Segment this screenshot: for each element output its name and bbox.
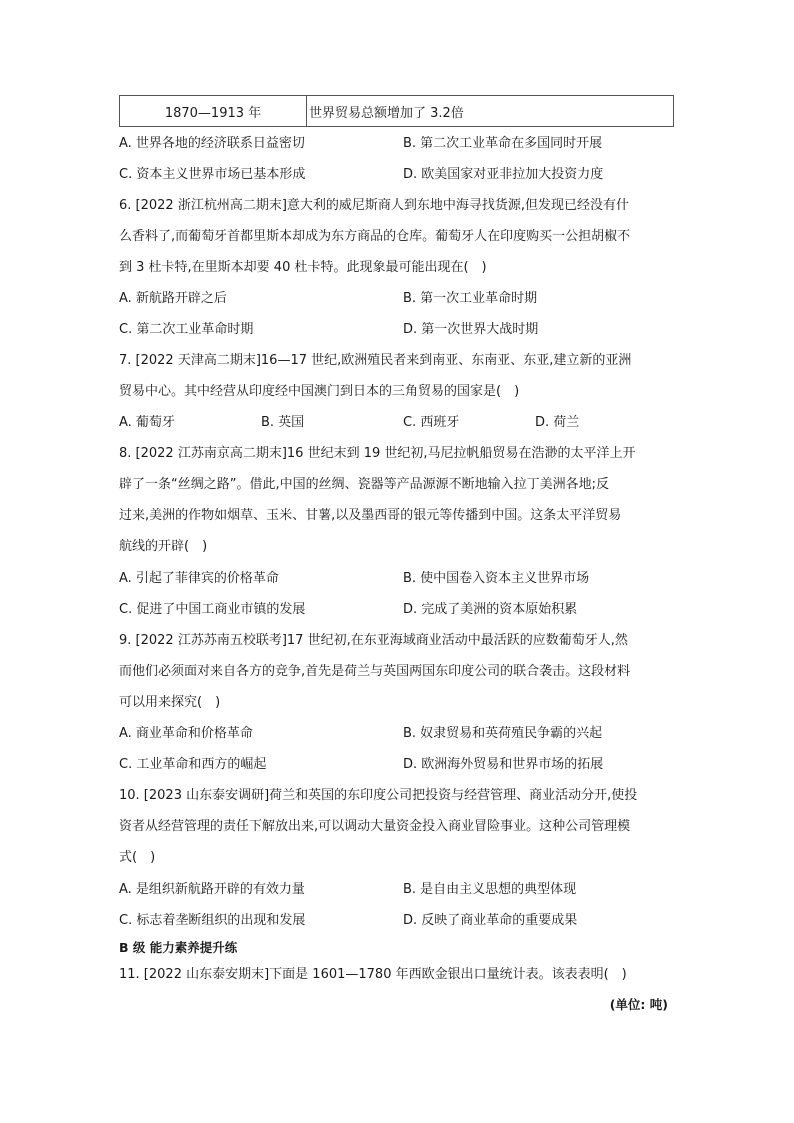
q6-stem-line-2: 么香料了,而葡萄牙首都里斯本却成为东方商品的仓库。葡萄牙人在印度购买一公担胡椒不 [119, 229, 631, 244]
q8-stem-line-2: 辟了一条“丝绸之路”。借此,中国的丝绸、瓷器等产品源源不断地输入拉丁美洲各地;反 [119, 477, 609, 492]
q7-option-d: D. 荷兰 [535, 415, 580, 430]
q5-option-b: B. 第二次工业革命在多国同时开展 [403, 136, 603, 151]
q5-option-a: A. 世界各地的经济联系日益密切 [119, 136, 305, 151]
q6-option-c: C. 第二次工业革命时期 [119, 322, 254, 337]
q7-option-b: B. 英国 [261, 415, 305, 430]
q9-stem-line-2: 而他们必须面对来自各方的竞争,首先是荷兰与英国两国东印度公司的联合袭击。这段材料 [119, 664, 631, 679]
q6-option-a: A. 新航路开辟之后 [119, 291, 227, 306]
q6-option-d: D. 第一次世界大战时期 [403, 322, 539, 337]
q7-option-c: C. 西班牙 [403, 415, 460, 430]
q9-option-a: A. 商业革命和价格革命 [119, 726, 253, 741]
q10-option-c: C. 标志着垄断组织的出现和发展 [119, 913, 306, 928]
q9-option-c: C. 工业革命和西方的崛起 [119, 757, 267, 772]
q10-stem-line-3: 式( ) [119, 850, 156, 865]
q9-stem-line-1: 9. [2022 江苏苏南五校联考]17 世纪初,在东亚海域商业活动中最活跃的应数葡萄牙人,然 [119, 633, 628, 648]
q8-stem-line-1: 8. [2022 江苏南京高二期末]16 世纪末到 19 世纪初,马尼拉帆船贸易在浩渺的太平洋上开 [119, 446, 636, 461]
q11-stem-line-1: 11. [2022 山东泰安期末]下面是 1601—1780 年西欧金银出口量统计表。该表表明( ) [119, 967, 627, 982]
q5-option-c: C. 资本主义世界市场已基本形成 [119, 167, 306, 182]
q6-option-b: B. 第一次工业革命时期 [403, 291, 538, 306]
q8-option-a: A. 引起了菲律宾的价格革命 [119, 571, 279, 586]
table-cell-description: 世界贸易总额增加了 3.2倍 [309, 105, 464, 121]
q7-stem-line-2: 贸易中心。其中经营从印度经中国澳门到日本的三角贸易的国家是( ) [119, 384, 520, 399]
q9-option-d: D. 欧洲海外贸易和世界市场的拓展 [403, 757, 604, 772]
q10-stem-line-2: 资者从经营管理的责任下解放出来,可以调动大量资金投入商业冒险事业。这种公司管理模 [119, 819, 631, 834]
q8-stem-line-4: 航线的开辟( ) [119, 539, 208, 554]
q6-stem-line-1: 6. [2022 浙江杭州高二期末]意大利的威尼斯商人到东地中海寻找货源,但发现已经没有什 [119, 198, 630, 213]
q11-unit-label: (单位: 吨) [609, 997, 668, 1012]
q9-option-b: B. 奴隶贸易和英荷殖民争霸的兴起 [403, 726, 603, 741]
q10-option-b: B. 是自由主义思想的典型体现 [403, 882, 577, 897]
q10-stem-line-1: 10. [2023 山东泰安调研]荷兰和英国的东印度公司把投资与经营管理、商业活动分开,使投 [119, 788, 638, 803]
q8-option-c: C. 促进了中国工商业市镇的发展 [119, 602, 306, 617]
section-heading: B 级 能力素养提升练 [119, 940, 238, 955]
q6-stem-line-3: 到 3 杜卡特,在里斯本却要 40 杜卡特。此现象最可能出现在( ) [119, 260, 487, 275]
q8-stem-line-3: 过来,美洲的作物如烟草、玉米、甘薯,以及墨西哥的银元等传播到中国。这条太平洋贸易 [119, 508, 622, 523]
q8-option-b: B. 使中国卷入资本主义世界市场 [403, 571, 590, 586]
q10-option-d: D. 反映了商业革命的重要成果 [403, 913, 578, 928]
q5-option-d: D. 欧美国家对亚非拉加大投资力度 [403, 167, 604, 182]
data-table-row [119, 95, 674, 127]
table-cell-period: 1870—1913 年 [120, 96, 307, 126]
q9-stem-line-3: 可以用来探究( ) [119, 695, 221, 710]
q8-option-d: D. 完成了美洲的资本原始积累 [403, 602, 578, 617]
q10-option-a: A. 是组织新航路开辟的有效力量 [119, 882, 305, 897]
q7-stem-line-1: 7. [2022 天津高二期末]16—17 世纪,欧洲殖民者来到南亚、东南亚、东亚,建立新的亚洲 [119, 353, 632, 368]
q7-option-a: A. 葡萄牙 [119, 415, 175, 430]
